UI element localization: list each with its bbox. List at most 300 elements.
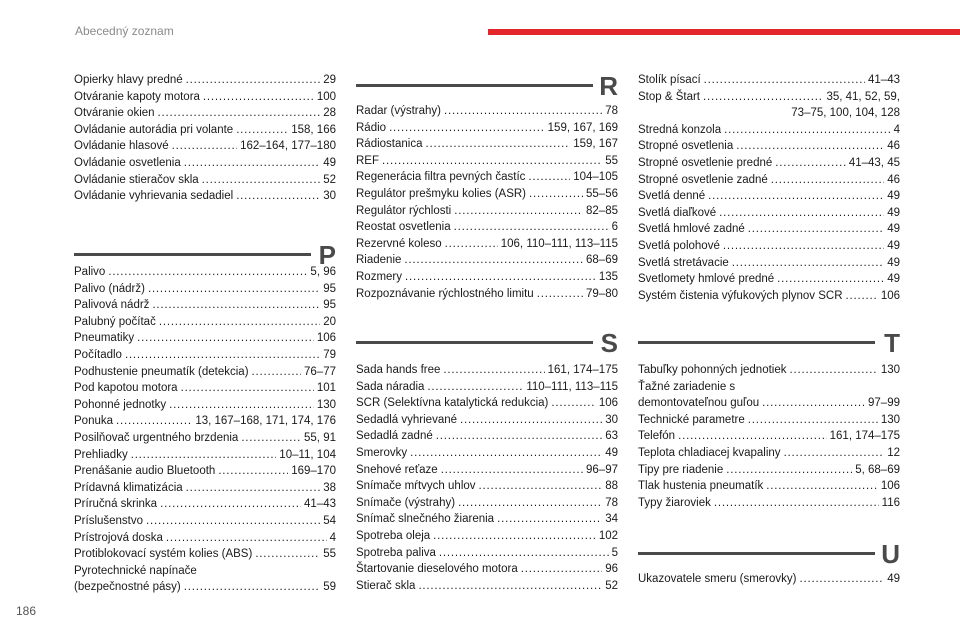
entry-pages: 49 <box>605 446 618 459</box>
entry-term: Stropné osvetlenie predné <box>638 156 773 169</box>
section-s <box>356 323 618 594</box>
index-entry <box>356 379 618 396</box>
entry-term: Prenášanie audio Bluetooth <box>74 465 216 478</box>
leader-dots <box>160 496 301 513</box>
entry-pages: 49 <box>887 190 900 203</box>
leader-dots <box>736 138 884 155</box>
entry-term: Rozpoznávanie rýchlostného limitu <box>356 287 534 300</box>
entry-term: Tabuľky pohonných jednotiek <box>638 364 787 376</box>
entry-term: Ovládanie vyhrievania sedadiel <box>74 190 234 203</box>
entry-term: Tipy pre riadenie <box>638 463 724 476</box>
entry-pages: 96 <box>605 563 618 576</box>
leader-dots <box>166 530 327 547</box>
section-header-r <box>356 66 618 106</box>
leader-dots <box>218 463 288 480</box>
index-entry <box>638 445 900 462</box>
entry-term: Snímač slnečného žiarenia <box>356 513 495 526</box>
index-entry <box>74 89 336 106</box>
entry-pages: 106 <box>316 332 336 345</box>
index-entry <box>356 578 618 595</box>
entry-pages: 104–105 <box>573 171 618 184</box>
entry-pages: 5, 96 <box>310 266 336 278</box>
entry-term: Snímače (výstrahy) <box>356 496 456 509</box>
leader-dots <box>137 330 314 347</box>
entry-term: Otváranie kapoty motora <box>74 90 200 103</box>
entry-term: Regulátor prešmyku kolies (ASR) <box>356 187 527 200</box>
entry-pages: 46 <box>887 173 900 186</box>
leader-dots <box>454 203 583 220</box>
entry-pages: 161, 174–175 <box>547 364 618 376</box>
entry-pages: 29 <box>323 74 336 86</box>
leader-dots <box>441 462 583 479</box>
index-entry <box>638 205 900 222</box>
leader-dots <box>146 513 320 530</box>
leader-dots <box>551 395 595 412</box>
entry-term: Typy žiaroviek <box>638 496 711 509</box>
leader-dots <box>708 188 884 205</box>
entry-pages: 106 <box>598 397 618 410</box>
entry-term: Stropné osvetlenie zadné <box>638 173 768 186</box>
entry-term: Ovládanie stieračov skla <box>74 173 199 186</box>
section-header-p <box>74 235 336 275</box>
entry-term: Reostat osvetlenia <box>356 221 451 234</box>
leader-dots <box>255 546 320 563</box>
entry-pages: 100 <box>316 90 336 103</box>
entry-pages: 20 <box>323 315 336 328</box>
index-entry <box>74 397 336 414</box>
entry-term: Prístrojová doska <box>74 531 163 544</box>
leader-dots <box>186 72 321 89</box>
entry-pages: 38 <box>323 481 336 494</box>
index-entry <box>356 136 618 153</box>
entry-pages: 41–43 <box>304 498 336 511</box>
entry-pages: 49 <box>323 156 336 169</box>
entry-pages: 5 <box>611 546 618 559</box>
entry-list-o <box>74 72 336 205</box>
entry-pages: 49 <box>887 273 900 286</box>
section-rule <box>638 341 875 344</box>
entry-term: Ovládanie osvetlenia <box>74 156 181 169</box>
leader-dots <box>521 561 602 578</box>
leader-dots <box>131 447 277 464</box>
entry-pages: 49 <box>887 206 900 219</box>
leader-dots <box>439 545 609 562</box>
index-entry <box>74 463 336 480</box>
index-entry <box>74 430 336 447</box>
leader-dots <box>777 271 884 288</box>
leader-dots <box>771 172 884 189</box>
leader-dots <box>184 155 320 172</box>
section-header-s <box>356 323 618 363</box>
leader-dots <box>425 136 570 153</box>
index-entry <box>356 252 618 269</box>
index-entry <box>74 496 336 513</box>
entry-pages: 88 <box>605 480 618 493</box>
entry-term: Stierač skla <box>356 579 416 592</box>
entry-term: Svetlá hmlové zadné <box>638 223 745 236</box>
index-entry <box>638 188 900 205</box>
entry-term: Telefón <box>638 430 676 443</box>
index-entry <box>356 236 618 253</box>
entry-pages: 95 <box>323 299 336 312</box>
entry-pages: 55–56 <box>586 187 618 200</box>
index-entry <box>356 169 618 186</box>
section-t <box>638 323 900 511</box>
section-s-continued <box>638 72 900 304</box>
entry-term: Svetlá stretávacie <box>638 256 729 269</box>
index-entry <box>356 478 618 495</box>
leader-dots <box>497 511 602 528</box>
section-rule <box>74 253 311 256</box>
index-entry-line: Ťažné zariadenie s <box>638 380 736 393</box>
index-entry <box>356 286 618 303</box>
entry-term: Prehliadky <box>74 448 128 461</box>
section-letter-r: R <box>599 71 618 101</box>
index-entry <box>74 347 336 364</box>
entry-term: Stop & Štart <box>638 90 701 103</box>
entry-term: Posilňovač urgentného brzdenia <box>74 431 239 444</box>
index-entry <box>74 281 336 298</box>
entry-pages: 34 <box>605 513 618 526</box>
leader-dots <box>703 89 823 106</box>
entry-term: Pod kapotou motora <box>74 382 178 395</box>
index-entry <box>356 219 618 236</box>
entry-pages: 41–43, 45 <box>848 156 900 169</box>
section-rule <box>638 552 875 555</box>
index-entry <box>356 153 618 170</box>
entry-pages: 106, 110–111, 113–115 <box>500 237 618 250</box>
entry-pages: 13, 167–168, 171, 174, 176 <box>195 415 336 428</box>
index-entry <box>356 561 618 578</box>
leader-dots <box>116 413 192 430</box>
section-p <box>74 235 336 596</box>
entry-term: Pneumatiky <box>74 332 135 345</box>
entry-pages: 130 <box>880 364 900 376</box>
entry-term: Otváranie okien <box>74 107 155 120</box>
leader-dots <box>236 122 288 139</box>
entry-pages: 55 <box>323 548 336 561</box>
entry-pages: 10–11, 104 <box>279 448 336 461</box>
index-entry <box>74 138 336 155</box>
section-r <box>356 66 618 302</box>
index-entry <box>74 480 336 497</box>
entry-term: Svetlomety hmlové predné <box>638 273 775 286</box>
entry-term: Spotreba paliva <box>356 546 436 559</box>
section-rule <box>356 341 593 344</box>
leader-dots <box>460 412 602 429</box>
entry-pages: 101 <box>316 382 336 395</box>
index-entry <box>74 314 336 331</box>
leader-dots <box>443 362 544 379</box>
leader-dots <box>454 219 609 236</box>
index-entry <box>356 395 618 412</box>
section-u <box>638 534 900 588</box>
entry-term: Sedadlá zadné <box>356 430 433 443</box>
index-entry <box>74 297 336 314</box>
entry-pages: 158, 166 <box>291 123 336 136</box>
leader-dots <box>436 428 602 445</box>
entry-term: Ovládanie hlasové <box>74 140 169 153</box>
leader-dots <box>181 380 314 397</box>
entry-term: Palivo (nádrž) <box>74 282 145 295</box>
section-letter-p: P <box>318 240 336 270</box>
leader-dots <box>159 314 320 331</box>
entry-term: Podhustenie pneumatík (detekcia) <box>74 365 249 378</box>
entry-pages: 28 <box>323 107 336 120</box>
leader-dots <box>236 188 320 205</box>
index-entry <box>638 155 900 172</box>
entry-term: Palivová nádrž <box>74 299 150 312</box>
entry-pages: 55, 91 <box>304 431 336 444</box>
index-entry <box>74 155 336 172</box>
leader-dots <box>762 395 865 412</box>
leader-dots <box>766 478 878 495</box>
entry-term: Rádiostanica <box>356 138 423 151</box>
entry-term: Prídavná klimatizácia <box>74 481 183 494</box>
entry-pages: 116 <box>881 496 900 509</box>
section-header-t <box>638 323 900 363</box>
entry-term: Palivo <box>74 266 106 278</box>
leader-dots <box>748 412 878 429</box>
entry-pages: 41–43 <box>868 74 900 86</box>
entry-term: Sada náradia <box>356 380 425 393</box>
entry-term: Radar (výstrahy) <box>356 105 441 117</box>
entry-term: Regenerácia filtra pevných častíc <box>356 171 526 184</box>
index-entry <box>638 138 900 155</box>
entry-term: Stropné osvetlenia <box>638 140 734 153</box>
entry-term: Palubný počítač <box>74 315 156 328</box>
entry-pages: 54 <box>323 514 336 527</box>
index-entry <box>638 362 900 379</box>
entry-term: Opierky hlavy predné <box>74 74 183 86</box>
index-entry <box>74 188 336 205</box>
entry-pages: 12 <box>887 446 900 459</box>
index-entry <box>74 105 336 122</box>
entry-pages: 169–170 <box>291 465 336 478</box>
leader-dots <box>732 255 884 272</box>
entry-term: Rozmery <box>356 270 403 283</box>
leader-dots <box>719 205 884 222</box>
entry-term: Spotreba oleja <box>356 529 431 542</box>
entry-pages: 55 <box>605 154 618 167</box>
entry-list-p <box>74 264 336 563</box>
entry-term: Tlak hustenia pneumatík <box>638 480 764 493</box>
leader-dots <box>148 281 320 298</box>
index-entry <box>74 513 336 530</box>
entry-term: Štartovanie dieselového motora <box>356 563 518 576</box>
entry-pages: 106 <box>880 480 900 493</box>
leader-dots <box>241 430 301 447</box>
index-entry <box>356 362 618 379</box>
entry-term: Sedadlá vyhrievané <box>356 413 458 426</box>
section-letter-s: S <box>600 328 618 358</box>
entry-term: demontovateľnou guľou <box>638 397 760 410</box>
leader-dots <box>125 347 320 364</box>
entry-term: Svetlá polohové <box>638 239 720 252</box>
entry-pages: 78 <box>605 105 618 117</box>
entry-term: Svetlá denné <box>638 190 706 203</box>
entry-pages: 63 <box>605 430 618 443</box>
leader-dots <box>724 122 890 139</box>
entry-pages: 97–99 <box>868 397 900 410</box>
header-accent-bar <box>488 29 960 35</box>
leader-dots <box>410 445 602 462</box>
index-entry <box>356 412 618 429</box>
leader-dots <box>445 236 498 253</box>
entry-pages: 49 <box>887 573 900 585</box>
index-entry <box>356 203 618 220</box>
entry-term: Príručná skrinka <box>74 498 158 511</box>
index-entry <box>638 288 900 305</box>
leader-dots <box>169 397 314 414</box>
entry-term: Sada hands free <box>356 364 441 376</box>
entry-term: Smerovky <box>356 446 408 459</box>
leader-dots <box>172 138 237 155</box>
index-entry <box>638 221 900 238</box>
entry-term: (bezpečnostné pásy) <box>74 581 181 594</box>
index-entry <box>638 122 900 139</box>
leader-dots <box>529 186 583 203</box>
leader-dots <box>186 480 321 497</box>
entry-pages: 159, 167, 169 <box>547 121 618 134</box>
entry-pages: 82–85 <box>586 204 618 217</box>
entry-term: Ponuka <box>74 415 114 428</box>
entry-pages: 52 <box>323 173 336 186</box>
entry-pages: 49 <box>887 223 900 236</box>
index-entry <box>74 447 336 464</box>
entry-term: Ukazovatele smeru (smerovky) <box>638 573 797 585</box>
index-entry <box>356 428 618 445</box>
entry-pages: 59 <box>323 581 336 594</box>
entry-pages: 49 <box>887 256 900 269</box>
entry-pages: 5, 68–69 <box>855 463 900 476</box>
index-entry <box>638 428 900 445</box>
index-entry <box>356 545 618 562</box>
entry-term: Stolík písací <box>638 74 701 86</box>
index-entry <box>638 271 900 288</box>
entry-pages: 161, 174–175 <box>829 430 900 443</box>
index-entry <box>356 186 618 203</box>
index-entry <box>74 546 336 563</box>
entry-term: Snímače mŕtvych uhlov <box>356 480 476 493</box>
leader-dots <box>846 288 878 305</box>
leader-dots <box>723 238 884 255</box>
leader-dots <box>405 269 596 286</box>
leader-dots <box>433 528 596 545</box>
leader-dots <box>748 221 884 238</box>
entry-pages: 30 <box>605 413 618 426</box>
leader-dots <box>479 478 603 495</box>
index-entry <box>356 269 618 286</box>
leader-dots <box>537 286 583 303</box>
index-entry <box>74 122 336 139</box>
section-letter-u: U <box>881 539 900 569</box>
index-entry <box>74 579 336 596</box>
leader-dots <box>404 252 583 269</box>
entry-list-s-b <box>638 122 900 305</box>
entry-pages: 130 <box>880 413 900 426</box>
entry-pages: 46 <box>887 140 900 153</box>
index-entry <box>356 495 618 512</box>
leader-dots <box>678 428 827 445</box>
leader-dots <box>158 105 321 122</box>
entry-term: Počítadlo <box>74 348 122 361</box>
index-entry <box>638 255 900 272</box>
entry-list-s <box>356 362 618 594</box>
index-entry <box>74 530 336 547</box>
entry-term: Svetlá diaľkové <box>638 206 717 219</box>
entry-pages: 76–77 <box>304 365 336 378</box>
index-entry <box>356 120 618 137</box>
index-entry <box>356 528 618 545</box>
entry-pages: 35, 41, 52, 59, <box>826 90 900 103</box>
entry-pages: 68–69 <box>586 254 618 267</box>
entry-pages: 135 <box>598 270 618 283</box>
entry-pages: 6 <box>611 221 618 234</box>
page-header-title: Abecedný zoznam <box>75 24 174 38</box>
entry-pages: 102 <box>598 529 618 542</box>
entry-pages-continued: 73–75, 100, 104, 128 <box>791 107 900 120</box>
entry-term: Pohonné jednotky <box>74 398 167 411</box>
page-number: 186 <box>16 604 37 618</box>
leader-dots <box>203 89 314 106</box>
leader-dots <box>382 153 602 170</box>
entry-pages: 4 <box>329 531 336 544</box>
entry-list-s-a <box>638 72 900 105</box>
leader-dots <box>252 364 301 381</box>
entry-pages: 78 <box>605 496 618 509</box>
entry-term: Technické parametre <box>638 413 745 426</box>
entry-term: SCR (Selektívna katalytická redukcia) <box>356 397 549 410</box>
index-entry <box>356 462 618 479</box>
entry-term: Príslušenstvo <box>74 514 144 527</box>
leader-dots <box>714 495 879 512</box>
index-entry <box>356 511 618 528</box>
index-entry <box>638 495 900 512</box>
index-entry <box>638 238 900 255</box>
index-entry <box>638 478 900 495</box>
leader-dots <box>458 495 602 512</box>
entry-term: Rezervné koleso <box>356 237 442 250</box>
leader-dots <box>726 462 852 479</box>
index-entry <box>74 364 336 381</box>
leader-dots <box>789 362 877 379</box>
entry-term: Teplota chladiacej kvapaliny <box>638 446 781 459</box>
section-rule <box>356 84 593 87</box>
index-entry <box>638 412 900 429</box>
index-entry <box>638 89 900 106</box>
leader-dots <box>528 169 570 186</box>
entry-list-r <box>356 103 618 302</box>
entry-term: Systém čistenia výfukových plynov SCR <box>638 289 843 302</box>
section-o <box>74 72 336 205</box>
entry-pages: 95 <box>323 282 336 295</box>
index-entry <box>638 395 900 412</box>
entry-pages: 4 <box>893 123 900 136</box>
leader-dots <box>418 578 602 595</box>
entry-pages: 110–111, 113–115 <box>526 380 618 393</box>
entry-pages: 49 <box>887 239 900 252</box>
index-entry <box>638 462 900 479</box>
leader-dots <box>784 445 885 462</box>
index-entry <box>356 445 618 462</box>
index-entry <box>74 413 336 430</box>
index-entry <box>638 72 900 89</box>
entry-term: Rádio <box>356 121 387 134</box>
entry-pages: 79–80 <box>586 287 618 300</box>
entry-term: Protiblokovací systém kolies (ABS) <box>74 548 253 561</box>
entry-term: Ovládanie autorádia pri volante <box>74 123 234 136</box>
